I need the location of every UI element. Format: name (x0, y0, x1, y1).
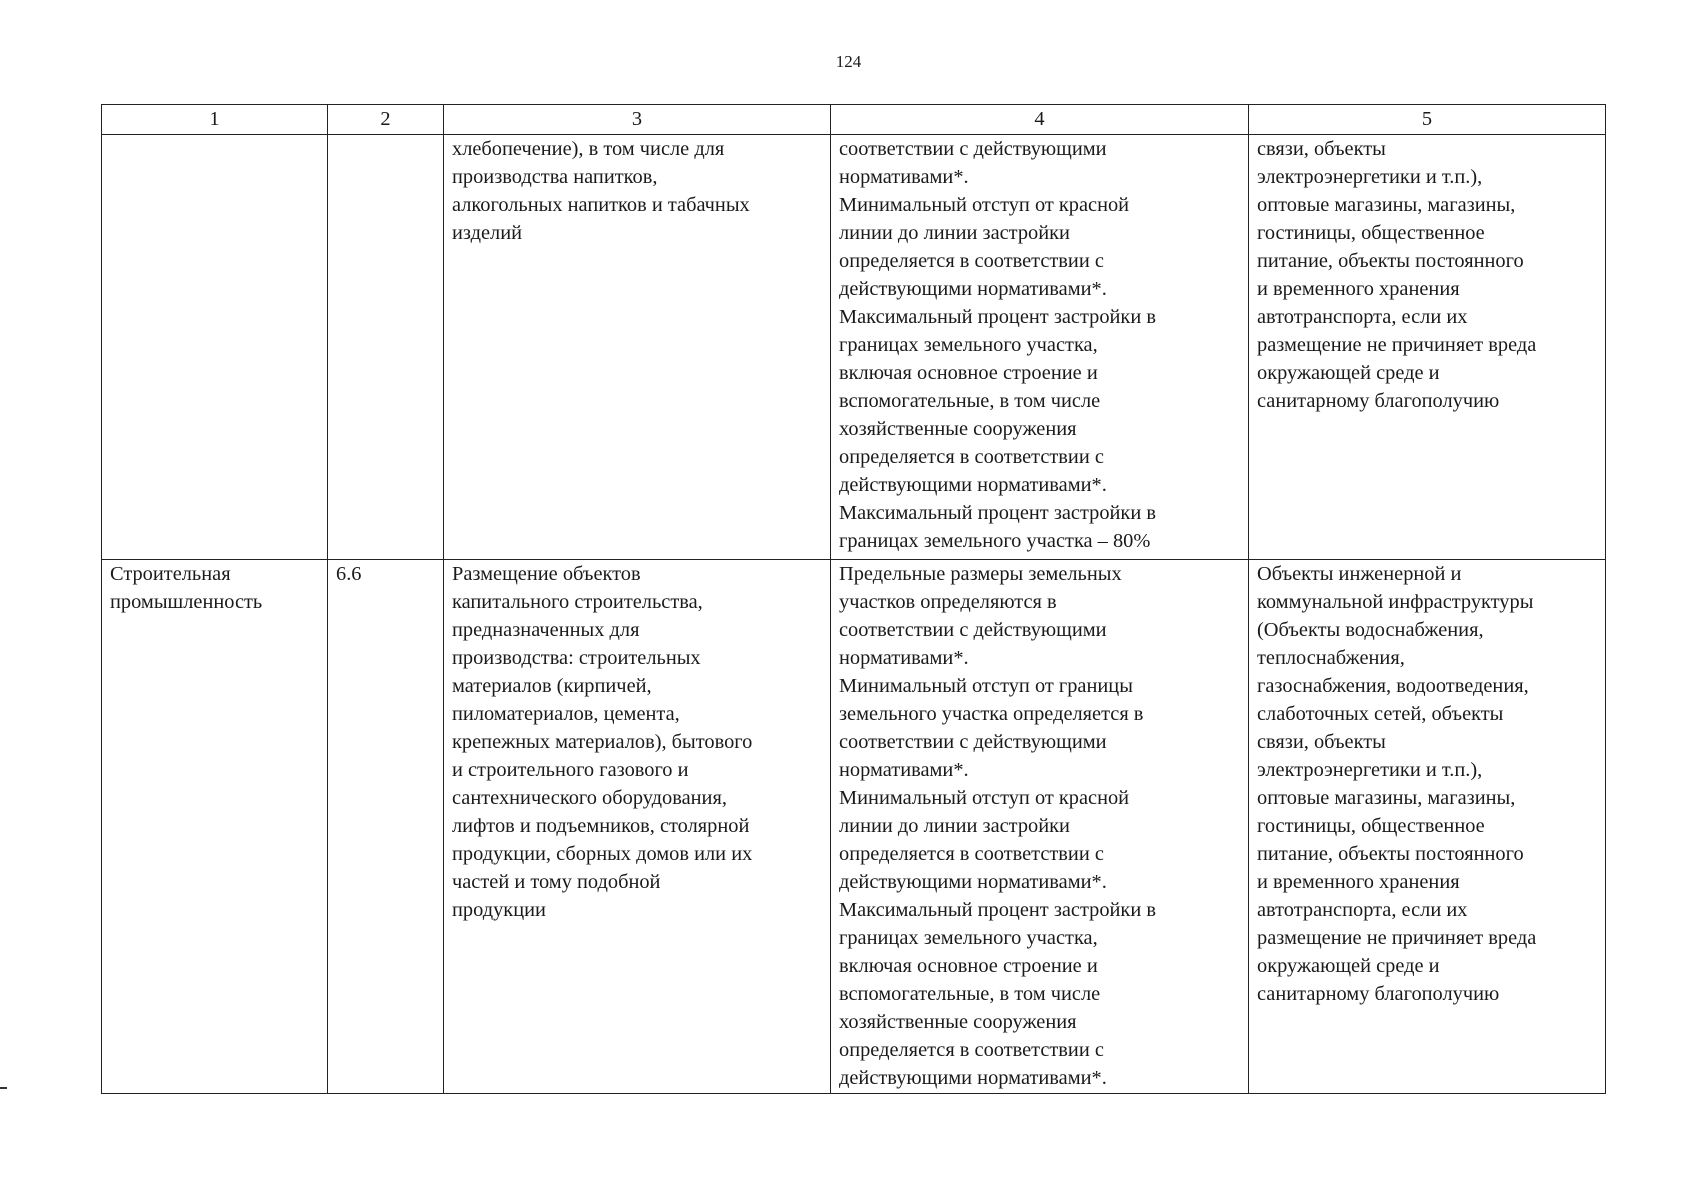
table-row (102, 560, 1606, 1094)
cell-text: хлебопечение), в том числе для производства напитков, алкогольных напитков и табачных изделий (452, 138, 750, 244)
cell-land-use-type (102, 560, 328, 1094)
cell-description (444, 560, 831, 1094)
column-header-4: 4 (831, 105, 1249, 135)
zoning-regulations-table (101, 104, 1606, 1094)
column-header-1: 1 (102, 105, 328, 135)
cell-code (328, 135, 444, 560)
column-header-3: 3 (444, 105, 831, 135)
table-header-row (102, 105, 1606, 135)
cell-land-use-type (102, 135, 328, 560)
cell-auxiliary-uses (1249, 135, 1606, 560)
column-header-2: 2 (328, 105, 444, 135)
cell-description (444, 135, 831, 560)
column-header-5: 5 (1249, 105, 1606, 135)
cell-auxiliary-uses (1249, 560, 1606, 1094)
margin-tick-mark (0, 1087, 7, 1089)
cell-text: Объекты инженерной и коммунальной инфраструктуры (Объекты водоснабжения, теплоснабжения, газоснабжения, водоотведения, слаботочных сетей, объекты связи, объекты электроэнергетики и т.п.), оптовые магазины, магазины, гостиницы, общественное питание, объекты постоянного и временного хранения автотранспорта, если их размещение не причиняет вреда окружающей среде и санитарному благополучию (1257, 563, 1537, 1005)
cell-text: соответствии с действующими нормативами*. Минимальный отступ от красной линии до линии застройки определяется в соответствии с действующими нормативами*. Максимальный процент застройки в границах земельного участка, включая основное строение и вспомогательные, в том числе хозяйственные сооружения определяется в соответствии с действующими нормативами*. Максимальный процент застройки в границах земельного участка – 80% (839, 138, 1156, 552)
page-number: 124 (835, 52, 862, 71)
cell-text: Предельные размеры земельных участков определяются в соответствии с действующими нормативами*. Минимальный отступ от границы земельного участка определяется в соответствии с действующими нормативами*. Минимальный отступ от красной линии до линии застройки определяется в соответствии с действующими нормативами*. Максимальный процент застройки в границах земельного участка, включая основное строение и вспомогательные, в том числе хозяйственные сооружения определяется в соответствии с действующими нормативами*. (839, 563, 1156, 1089)
cell-text: Строительная промышленность (110, 563, 263, 613)
table-row (102, 135, 1606, 560)
cell-text: 6.6 (336, 563, 362, 585)
cell-parameters (831, 560, 1249, 1094)
cell-parameters (831, 135, 1249, 560)
cell-code (328, 560, 444, 1094)
cell-text: Размещение объектов капитального строительства, предназначенных для производства: строительных материалов (кирпичей, пиломатериалов, цемента, крепежных материалов), бытового и строительного газового и сантехнического оборудования, лифтов и подъемников, столярной продукции, сборных домов или их частей и тому подобной продукции (452, 563, 753, 921)
cell-text: связи, объекты электроэнергетики и т.п.), оптовые магазины, магазины, гостиницы, общественное питание, объекты постоянного и временного хранения автотранспорта, если их размещение не причиняет вреда окружающей среде и санитарному благополучию (1257, 138, 1537, 412)
